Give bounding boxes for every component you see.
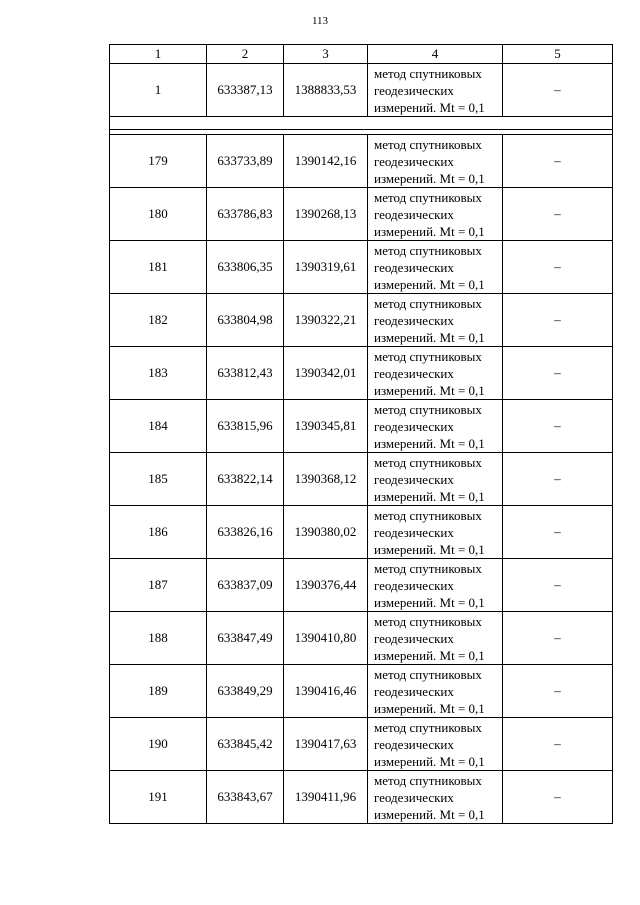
method-line: геодезических [374, 524, 454, 540]
method-line: метод спутниковых [374, 65, 482, 81]
point-number: 185 [110, 453, 207, 506]
y-coordinate: 1390411,96 [284, 771, 368, 824]
method-cell [368, 135, 503, 188]
table-row [110, 64, 613, 117]
x-coordinate: 633804,98 [207, 294, 284, 347]
method-line: измерений. Mt = 0,1 [374, 594, 485, 610]
point-number: 188 [110, 612, 207, 665]
method-line: метод спутниковых [374, 401, 482, 417]
method-line: измерений. Mt = 0,1 [374, 647, 485, 663]
description-cell: – [503, 718, 613, 771]
point-number: 191 [110, 771, 207, 824]
y-coordinate: 1390345,81 [284, 400, 368, 453]
table-row [110, 506, 613, 559]
method-line: метод спутниковых [374, 242, 482, 258]
x-coordinate: 633845,42 [207, 718, 284, 771]
description-cell: – [503, 559, 613, 612]
y-coordinate: 1390410,80 [284, 612, 368, 665]
method-cell [368, 347, 503, 400]
table-row [110, 294, 613, 347]
method-cell [368, 771, 503, 824]
method-line: измерений. Mt = 0,1 [374, 382, 485, 398]
y-coordinate: 1390416,46 [284, 665, 368, 718]
point-number: 183 [110, 347, 207, 400]
table-row [110, 559, 613, 612]
y-coordinate: 1390142,16 [284, 135, 368, 188]
method-line: метод спутниковых [374, 507, 482, 523]
table-row [110, 453, 613, 506]
method-line: измерений. Mt = 0,1 [374, 170, 485, 186]
point-number: 186 [110, 506, 207, 559]
x-coordinate: 633847,49 [207, 612, 284, 665]
method-line: геодезических [374, 736, 454, 752]
method-line: геодезических [374, 206, 454, 222]
x-coordinate: 633843,67 [207, 771, 284, 824]
description-cell: – [503, 400, 613, 453]
method-line: измерений. Mt = 0,1 [374, 753, 485, 769]
point-number: 189 [110, 665, 207, 718]
page-number: 113 [311, 15, 329, 27]
method-line: геодезических [374, 789, 454, 805]
method-line: измерений. Mt = 0,1 [374, 435, 485, 451]
method-line: измерений. Mt = 0,1 [374, 488, 485, 504]
method-line: метод спутниковых [374, 454, 482, 470]
method-line: метод спутниковых [374, 772, 482, 788]
description-cell: – [503, 188, 613, 241]
header-col-1: 1 [110, 45, 207, 64]
x-coordinate: 633733,89 [207, 135, 284, 188]
point-number: 184 [110, 400, 207, 453]
table-row [110, 347, 613, 400]
header-col-5: 5 [503, 45, 613, 64]
gap-row [110, 117, 613, 130]
method-line: геодезических [374, 312, 454, 328]
method-cell [368, 64, 503, 117]
description-cell: – [503, 612, 613, 665]
method-line: метод спутниковых [374, 560, 482, 576]
method-cell [368, 559, 503, 612]
method-line: геодезических [374, 630, 454, 646]
method-line: геодезических [374, 683, 454, 699]
point-number: 1 [110, 64, 207, 117]
description-cell: – [503, 453, 613, 506]
y-coordinate: 1390322,21 [284, 294, 368, 347]
header-col-2: 2 [207, 45, 284, 64]
point-number: 187 [110, 559, 207, 612]
point-number: 181 [110, 241, 207, 294]
point-number: 190 [110, 718, 207, 771]
method-line: метод спутниковых [374, 613, 482, 629]
point-number: 179 [110, 135, 207, 188]
description-cell: – [503, 665, 613, 718]
y-coordinate: 1390417,63 [284, 718, 368, 771]
description-cell: – [503, 771, 613, 824]
y-coordinate: 1390380,02 [284, 506, 368, 559]
table-row [110, 612, 613, 665]
method-cell [368, 506, 503, 559]
y-coordinate: 1390368,12 [284, 453, 368, 506]
method-line: измерений. Mt = 0,1 [374, 223, 485, 239]
description-cell: – [503, 294, 613, 347]
method-line: метод спутниковых [374, 666, 482, 682]
y-coordinate: 1390319,61 [284, 241, 368, 294]
method-cell [368, 188, 503, 241]
method-line: измерений. Mt = 0,1 [374, 541, 485, 557]
method-line: метод спутниковых [374, 719, 482, 735]
method-line: метод спутниковых [374, 136, 482, 152]
description-cell: – [503, 135, 613, 188]
method-cell [368, 453, 503, 506]
table-row [110, 771, 613, 824]
x-coordinate: 633812,43 [207, 347, 284, 400]
method-cell [368, 718, 503, 771]
y-coordinate: 1390376,44 [284, 559, 368, 612]
x-coordinate: 633826,16 [207, 506, 284, 559]
x-coordinate: 633815,96 [207, 400, 284, 453]
method-line: геодезических [374, 82, 454, 98]
table-row [110, 188, 613, 241]
method-cell [368, 294, 503, 347]
header-col-4: 4 [368, 45, 503, 64]
header-col-3: 3 [284, 45, 368, 64]
method-line: измерений. Mt = 0,1 [374, 276, 485, 292]
y-coordinate: 1388833,53 [284, 64, 368, 117]
method-line: измерений. Mt = 0,1 [374, 806, 485, 822]
description-cell: – [503, 241, 613, 294]
method-cell [368, 612, 503, 665]
description-cell: – [503, 347, 613, 400]
x-coordinate: 633822,14 [207, 453, 284, 506]
method-cell [368, 665, 503, 718]
method-line: геодезических [374, 471, 454, 487]
method-line: метод спутниковых [374, 295, 482, 311]
point-number: 180 [110, 188, 207, 241]
table-header-row [110, 45, 613, 64]
method-line: измерений. Mt = 0,1 [374, 99, 485, 115]
x-coordinate: 633387,13 [207, 64, 284, 117]
method-line: измерений. Mt = 0,1 [374, 329, 485, 345]
x-coordinate: 633837,09 [207, 559, 284, 612]
point-number: 182 [110, 294, 207, 347]
table-row [110, 241, 613, 294]
x-coordinate: 633806,35 [207, 241, 284, 294]
method-line: геодезических [374, 577, 454, 593]
description-cell: – [503, 64, 613, 117]
method-line: геодезических [374, 365, 454, 381]
table-row [110, 400, 613, 453]
y-coordinate: 1390268,13 [284, 188, 368, 241]
x-coordinate: 633849,29 [207, 665, 284, 718]
method-line: геодезических [374, 418, 454, 434]
method-line: геодезических [374, 153, 454, 169]
y-coordinate: 1390342,01 [284, 347, 368, 400]
description-cell: – [503, 506, 613, 559]
coordinates-table [109, 44, 613, 824]
method-line: метод спутниковых [374, 348, 482, 364]
method-line: метод спутниковых [374, 189, 482, 205]
table-row [110, 135, 613, 188]
method-line: измерений. Mt = 0,1 [374, 700, 485, 716]
method-cell [368, 241, 503, 294]
method-line: геодезических [374, 259, 454, 275]
x-coordinate: 633786,83 [207, 188, 284, 241]
table-row [110, 665, 613, 718]
method-cell [368, 400, 503, 453]
table-row [110, 718, 613, 771]
